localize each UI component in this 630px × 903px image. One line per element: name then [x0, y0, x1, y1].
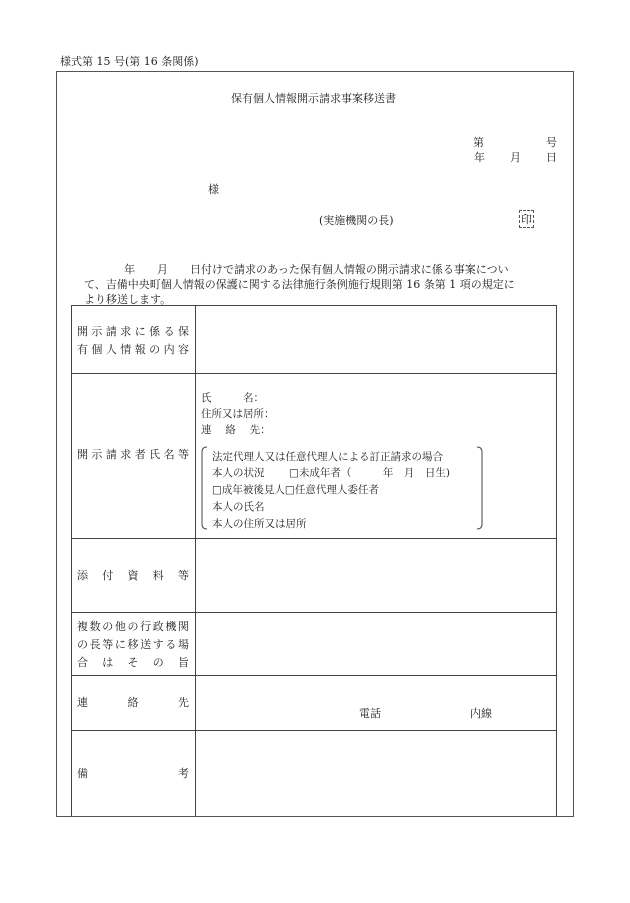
transfer-table [71, 305, 557, 817]
person-status: 本人の状況 [212, 467, 265, 479]
person-name: 本人の氏名 [212, 501, 265, 513]
contact-row-label: 連絡先 [77, 696, 189, 709]
date-month: 月 [510, 151, 521, 164]
guardian-agent-checkbox: □成年被後見人□任意代理人委任者 [212, 484, 379, 496]
attachments-label: 添付資料等 [77, 569, 189, 582]
body-line-2: て、吉備中央町個人情報の保護に関する法律施行条例施行規則第 16 条第 1 項の規定に [84, 278, 515, 291]
phone-label: 電話 [359, 707, 381, 720]
form-number: 様式第 15 号(第 16 条関係) [60, 55, 199, 68]
extension-label: 内線 [470, 707, 492, 720]
transfer-label-line-2: の長等に移送する場 [77, 638, 189, 651]
content-label-line-2: 有個人情報の内容 [77, 343, 189, 356]
contact-label: 連 絡 先： [201, 424, 271, 436]
row-divider [72, 675, 556, 676]
row-divider [72, 373, 556, 374]
row-divider [72, 612, 556, 613]
body-line-1: 年 月 日付けで請求のあった保有個人情報の開示請求に係る事案につい [124, 263, 509, 276]
minor-checkbox: □未成年者（ 年 月 日生) [289, 467, 451, 479]
requester-label: 開示請求者氏名等 [77, 448, 189, 461]
seal-mark: 印 [519, 210, 534, 228]
address-label: 住所又は居所： [201, 408, 275, 420]
transfer-label-line-1: 複数の他の行政機関 [77, 620, 189, 633]
document-title: 保有個人情報開示請求事案移送書 [231, 92, 396, 105]
number-prefix: 第 [473, 136, 484, 149]
remarks-label: 備考 [77, 767, 189, 780]
date-year: 年 [474, 151, 485, 164]
row-divider [72, 538, 556, 539]
agent-note: 法定代理人又は任意代理人による訂正請求の場合 [212, 451, 443, 463]
content-label-line-1: 開示請求に係る保 [77, 325, 189, 338]
table-column-divider [195, 306, 196, 817]
number-suffix: 号 [546, 136, 557, 149]
sender-label: (実施機関の長) [319, 214, 394, 227]
addressee-suffix: 様 [208, 183, 219, 196]
date-day: 日 [546, 151, 557, 164]
row-divider [72, 730, 556, 731]
person-address: 本人の住所又は居所 [212, 518, 307, 530]
transfer-label-line-3: 合はその旨 [77, 656, 189, 669]
body-line-3: より移送します。 [84, 293, 172, 306]
name-label: 氏 名： [201, 392, 264, 404]
